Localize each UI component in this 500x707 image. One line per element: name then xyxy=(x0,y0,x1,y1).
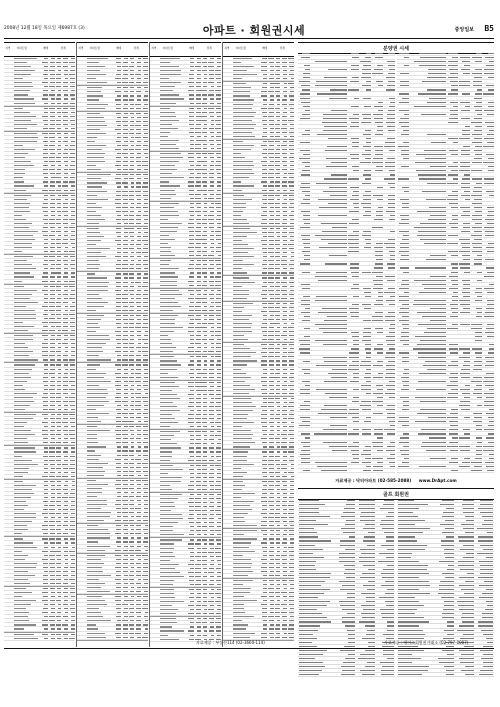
presale-column xyxy=(298,52,395,474)
listing-group xyxy=(4,285,75,335)
listing-row xyxy=(223,574,294,578)
listing-row xyxy=(150,425,221,429)
listing-group xyxy=(77,425,148,479)
column-header-label: 아파트명 xyxy=(89,47,100,50)
listing-row xyxy=(77,641,148,642)
listing-group xyxy=(77,363,148,425)
listing-row xyxy=(150,488,221,492)
masthead xyxy=(4,22,494,38)
listing-row xyxy=(150,197,221,201)
listing-row xyxy=(150,612,221,616)
listing-group xyxy=(150,107,221,153)
column-header-label: 지역 xyxy=(5,47,11,50)
listing-row xyxy=(150,309,221,313)
listing-group xyxy=(223,579,294,641)
listing-group xyxy=(4,132,75,194)
listing-group xyxy=(77,314,148,364)
listing-row xyxy=(150,254,221,258)
listing-group xyxy=(150,538,221,588)
listing-group xyxy=(77,524,148,553)
column-header-label: 아파트명 xyxy=(162,47,173,50)
listing-row xyxy=(77,636,148,640)
listing-group xyxy=(150,588,221,617)
listing-row xyxy=(77,309,148,313)
listing-group xyxy=(150,202,221,260)
membership-section-title: 골프 회원권 xyxy=(298,488,494,500)
presale-row xyxy=(298,473,395,474)
listing-group xyxy=(4,446,75,479)
column-header-label: 아파트명 xyxy=(235,47,246,50)
listing-group xyxy=(4,480,75,538)
listing-group xyxy=(77,595,148,641)
listing-group xyxy=(4,413,75,446)
listing-row xyxy=(4,532,75,536)
presale-source-site: www.DrApt.com xyxy=(418,478,457,483)
listing-group xyxy=(77,272,148,313)
listing-group xyxy=(223,343,294,397)
column-header xyxy=(223,42,294,57)
column-header-label: 지역 xyxy=(224,47,230,50)
listing-row xyxy=(223,297,294,301)
listing-row xyxy=(223,636,294,640)
listing-group xyxy=(77,86,148,111)
listing-group xyxy=(77,112,148,174)
column-header-label: 지역 xyxy=(151,47,157,50)
listing-group xyxy=(223,57,294,82)
listing-group xyxy=(4,57,75,107)
column-header xyxy=(77,42,148,57)
column-header-label: 매매 xyxy=(116,47,122,50)
column-separator xyxy=(149,42,150,647)
listing-row xyxy=(223,445,294,449)
listing-group xyxy=(223,227,294,277)
listing-group xyxy=(4,363,75,413)
listing-row xyxy=(223,189,294,193)
listing-row xyxy=(223,135,294,139)
listing-group xyxy=(150,430,221,463)
listing-row xyxy=(77,519,148,523)
listing-row xyxy=(4,408,75,412)
presale-row xyxy=(397,473,494,474)
listing-group xyxy=(4,537,75,587)
listing-group xyxy=(223,82,294,140)
listing-group xyxy=(4,334,75,363)
membership-row xyxy=(397,673,494,677)
listing-row xyxy=(4,475,75,479)
listing-row xyxy=(150,533,221,537)
apartment-source: 자료제공 : 부동산114 (02-3660-114) xyxy=(196,640,265,645)
newspaper-name: 중앙일보 xyxy=(454,27,474,33)
membership-table xyxy=(397,499,494,677)
listing-row xyxy=(223,271,294,275)
listing-group xyxy=(4,255,75,284)
listing-row xyxy=(4,641,75,642)
listing-row xyxy=(77,590,148,594)
price-column xyxy=(4,42,75,642)
listing-row xyxy=(150,284,221,288)
listing-row xyxy=(4,358,75,362)
membership-table xyxy=(298,499,395,677)
listing-row xyxy=(77,420,148,424)
presale-column xyxy=(397,52,494,474)
listing-group xyxy=(150,289,221,314)
listing-row xyxy=(150,350,221,354)
listing-row xyxy=(4,127,75,131)
listing-group xyxy=(150,57,221,107)
listing-row xyxy=(223,222,294,226)
listing-row xyxy=(150,459,221,463)
column-header-label: 지역 xyxy=(78,47,84,50)
column-separator xyxy=(222,42,223,647)
listing-row xyxy=(77,549,148,553)
listing-row xyxy=(77,474,148,478)
listing-row xyxy=(150,102,221,106)
listing-group xyxy=(4,194,75,256)
listing-row xyxy=(223,77,294,81)
listing-row xyxy=(223,392,294,396)
listing-group xyxy=(223,140,294,194)
listing-group xyxy=(223,450,294,479)
listing-group xyxy=(77,554,148,595)
listing-group xyxy=(150,493,221,539)
membership-source: 자료제공 : 에이스회원권거래소 (02-797-0007) xyxy=(384,640,469,645)
column-separator xyxy=(76,42,77,647)
listing-group xyxy=(4,107,75,132)
column-header-label: 매매 xyxy=(43,47,49,50)
listing-row xyxy=(223,524,294,528)
listing-group xyxy=(150,152,221,202)
listing-row xyxy=(77,81,148,85)
listing-row xyxy=(4,582,75,586)
listing-group xyxy=(150,381,221,431)
listing-group xyxy=(150,617,221,642)
listing-group xyxy=(223,194,294,227)
listing-group xyxy=(150,464,221,493)
column-header-label: 전세 xyxy=(206,47,212,50)
listing-group xyxy=(77,227,148,273)
listing-group xyxy=(223,480,294,530)
listing-group xyxy=(223,529,294,579)
listing-group xyxy=(77,57,148,86)
listing-row xyxy=(77,267,148,271)
listing-row xyxy=(223,475,294,479)
listing-row xyxy=(4,250,75,254)
listing-group xyxy=(150,259,221,288)
listing-row xyxy=(150,583,221,587)
listing-row xyxy=(4,329,75,333)
price-column xyxy=(150,42,221,642)
listing-group xyxy=(77,173,148,227)
listing-row xyxy=(77,107,148,111)
presale-source-text: 자료제공 : 닥터아파트 (02-585-2088) xyxy=(335,478,412,483)
column-header-label: 전세 xyxy=(279,47,285,50)
column-header-label: 아파트명 xyxy=(16,47,27,50)
listing-group xyxy=(77,479,148,525)
listing-group xyxy=(223,397,294,451)
bottom-rule xyxy=(4,648,494,649)
listing-group xyxy=(4,587,75,633)
listing-row xyxy=(4,102,75,106)
membership-row xyxy=(298,673,395,677)
page-number: B5 xyxy=(484,24,494,33)
listing-group xyxy=(77,641,148,642)
column-header-label: 매매 xyxy=(262,47,268,50)
listing-row xyxy=(4,441,75,445)
listing-row xyxy=(4,189,75,193)
column-header-label: 전세 xyxy=(133,47,139,50)
listing-row xyxy=(223,338,294,342)
issue-line: 2008년 12월 18일 목요일 제6987호 (3) xyxy=(4,26,85,31)
price-column xyxy=(77,42,148,642)
listing-row xyxy=(77,222,148,226)
page-title: 아파트 · 회원권시세 xyxy=(202,24,306,37)
price-column xyxy=(223,42,294,642)
listing-row xyxy=(77,168,148,172)
column-header xyxy=(4,42,75,57)
presale-source xyxy=(298,478,494,484)
listing-group xyxy=(223,276,294,301)
listing-row xyxy=(150,147,221,151)
presale-section-title: 분양권 시세 xyxy=(298,42,494,54)
column-header-label: 매매 xyxy=(189,47,195,50)
column-header xyxy=(150,42,221,57)
listing-group xyxy=(150,314,221,355)
listing-row xyxy=(4,280,75,284)
column-header-label: 전세 xyxy=(60,47,66,50)
masthead-rule xyxy=(4,38,494,39)
listing-row xyxy=(4,627,75,631)
listing-group xyxy=(223,302,294,343)
listing-row xyxy=(77,358,148,362)
listing-group xyxy=(4,633,75,642)
listing-group xyxy=(150,355,221,380)
listing-row xyxy=(150,376,221,380)
